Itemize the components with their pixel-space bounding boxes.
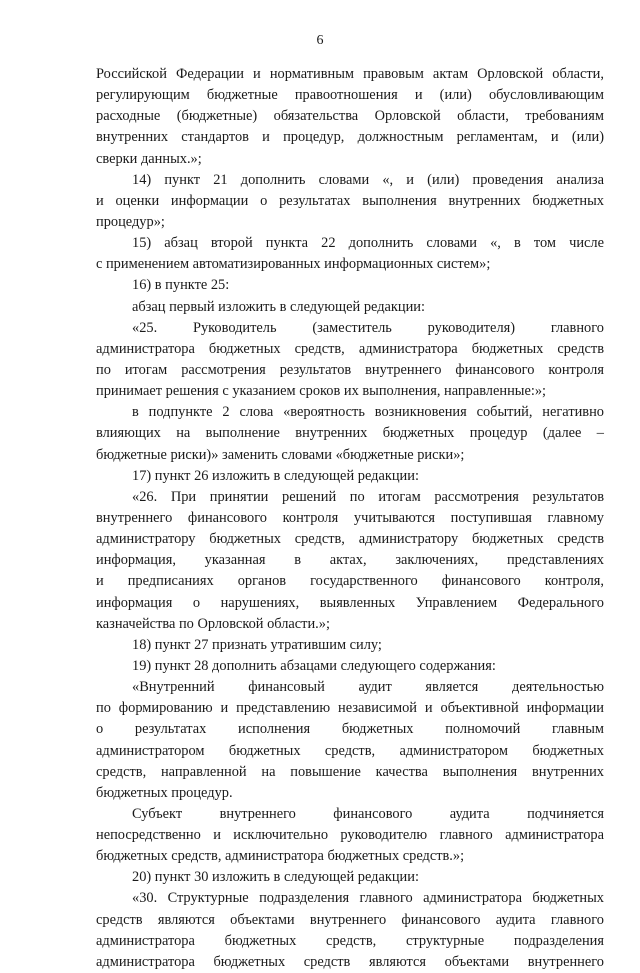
text-line: внутренних стандартов и процедур, должностным регламентам, и (или): [96, 129, 604, 146]
page-number: 6: [316, 33, 324, 48]
text-line: бюджетных средств, администратора бюджетных средств.»;: [96, 848, 465, 865]
text-line: 17) пункт 26 изложить в следующей редакции:: [132, 467, 419, 484]
text-line: 18) пункт 27 признать утратившим силу;: [132, 636, 382, 653]
text-line: Субъект внутреннего финансового аудита подчиняется: [132, 805, 604, 822]
text-line: информация, указанная в актах, заключениях, представлениях: [96, 552, 604, 569]
text-line: влияющих на выполнение внутренних бюджетных процедур (далее –: [96, 425, 604, 442]
text-line: по итогам рассмотрения результатов внутреннего финансового контроля: [96, 361, 604, 378]
text-line: бюджетных процедур.: [96, 784, 233, 801]
text-line: администратору бюджетных средств, администратору бюджетных средств: [96, 531, 604, 548]
text-line: 20) пункт 30 изложить в следующей редакции:: [132, 869, 419, 886]
text-line: 19) пункт 28 дополнить абзацами следующего содержания:: [132, 657, 496, 674]
text-line: внутреннего финансового контроля учитываются поступившая главному: [96, 509, 604, 526]
text-line: информация о нарушениях, выявленных Управлением Федерального: [96, 594, 604, 611]
text-line: Российской Федерации и нормативным правовым актам Орловской области,: [96, 66, 604, 82]
text-line: 15) абзац второй пункта 22 дополнить словами «, в том числе: [132, 235, 604, 252]
text-line: абзац первый изложить в следующей редакции:: [132, 298, 426, 315]
text-line: регулирующим бюджетные правоотношения и (или) обусловливающим: [96, 87, 604, 104]
text-line: администратором бюджетных средств, администратором бюджетных: [96, 742, 604, 759]
text-line: «25. Руководитель (заместитель руководителя) главного: [132, 319, 604, 336]
text-line: о результатах исполнения бюджетных полномочий главным: [96, 721, 604, 738]
text-line: и оценки информации о результатах выполнения внутренних бюджетных: [96, 192, 604, 209]
text-line: по формированию и представлению независимой и объективной информации: [96, 700, 604, 717]
text-line: «Внутренний финансовый аудит является деятельностью: [132, 679, 604, 696]
text-line: «30. Структурные подразделения главного администратора бюджетных: [132, 890, 604, 907]
text-line: 14) пункт 21 дополнить словами «, и (или) проведения анализа: [132, 171, 604, 188]
text-line: администратора бюджетных средств, администратора бюджетных средств: [96, 340, 604, 357]
text-line: сверки данных.»;: [96, 150, 202, 167]
text-line: администратора бюджетных средств, структурные подразделения: [96, 932, 604, 949]
text-line: средств являются объектами внутреннего финансового аудита главного: [96, 911, 604, 928]
text-line: в подпункте 2 слова «вероятность возникновения событий, негативно: [132, 404, 604, 421]
text-line: с применением автоматизированных информационных систем»;: [96, 256, 491, 273]
text-line: и предписаниях органов государственного финансового контроля,: [96, 573, 604, 590]
text-line: администратора бюджетных средств являются объектами внутреннего: [96, 953, 604, 970]
text-line: казначейства по Орловской области.»;: [96, 615, 330, 632]
text-line: бюджетные риски)» заменить словами «бюджетные риски»;: [96, 446, 465, 463]
text-line: принимает решения с указанием сроков их выполнения, направленные:»;: [96, 383, 547, 400]
document-body: [96, 64, 604, 973]
text-line: средств, направленной на повышение качества выполнения внутренних: [96, 763, 604, 780]
text-line: 16) в пункте 25:: [132, 277, 230, 294]
text-line: «26. При принятии решений по итогам рассмотрения результатов: [132, 488, 604, 505]
text-line: расходные (бюджетные) обязательства Орловской области, требованиям: [96, 108, 604, 125]
text-line: процедур»;: [96, 213, 165, 230]
text-line: непосредственно и исключительно руководителю главного администратора: [96, 827, 604, 844]
